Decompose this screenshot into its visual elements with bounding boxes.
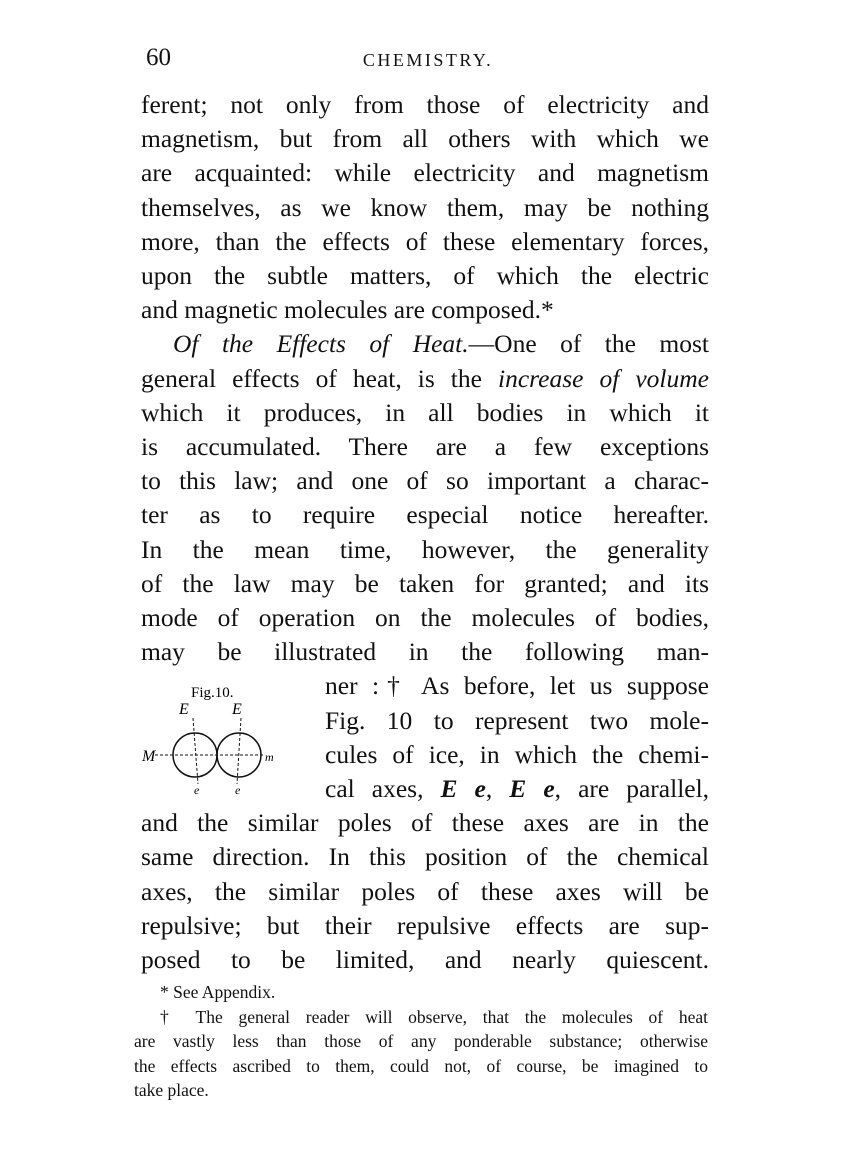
pole-label-E1: E [179, 701, 189, 718]
pole-label-e2: e [235, 783, 241, 797]
text-fragment: cal axes, [325, 774, 441, 804]
figure-caption: Fig.10. [191, 685, 234, 701]
text-line: more, than the effects of these elementary forces, [141, 226, 709, 256]
emphasis-text: increase of volume [498, 363, 709, 393]
text-line: ter as to require especial notice hereafter. [141, 500, 709, 530]
text-line: ner :† As before, let us suppose [325, 671, 709, 701]
text-line: to this law; and one of so important a charac- [141, 466, 709, 496]
running-title: CHEMISTRY. [362, 50, 494, 70]
text-line: are acquainted: while electricity and magnetism [141, 158, 709, 188]
page-number: 60 [146, 44, 171, 71]
axis-label: E e [440, 774, 486, 804]
text-line: which it produces, in all bodies in which it [141, 397, 709, 427]
text-line: upon the subtle matters, of which the electric [141, 261, 709, 291]
text-fragment: —One of the most [468, 329, 709, 359]
footnote-line: † The general reader will observe, that the molecules of heat [160, 1006, 708, 1027]
footnote-line: take place. [134, 1080, 209, 1100]
page-header [146, 44, 710, 78]
pole-label-E2: E [232, 701, 242, 718]
axis-label: E e [509, 774, 555, 804]
footnotes [134, 980, 708, 1103]
text-line: mode of operation on the molecules of bodies, [141, 603, 709, 633]
footnote-line: the effects ascribed to them, could not, of course, be imagined to [134, 1055, 708, 1076]
text-line: repulsive; but their repulsive effects are sup- [141, 910, 709, 940]
label-M: M [142, 748, 156, 765]
label-m: m [265, 750, 274, 764]
text-line: Fig. 10 to represent two mole- [325, 705, 709, 735]
text-line: and magnetic molecules are composed.* [141, 295, 554, 325]
text-line: ferent; not only from those of electricity and [141, 90, 709, 119]
footnote-1: * See Appendix. [160, 982, 276, 1002]
text-line [141, 362, 709, 396]
text-line [325, 772, 709, 806]
molecules-diagram [141, 680, 301, 798]
chemical-axis-left [193, 718, 198, 784]
pole-label-e1: e [194, 783, 200, 797]
text-line: is accumulated. There are a few exceptions [141, 432, 709, 462]
text-line: In the mean time, however, the generality [141, 534, 709, 564]
text-line: may be illustrated in the following man- [141, 637, 709, 667]
text-fragment: , [485, 774, 510, 804]
chemical-axis-right [237, 718, 241, 784]
section-heading-line [141, 327, 709, 361]
section-heading: Of the Effects of Heat. [173, 329, 469, 359]
text-line: cules of ice, in which the chemi- [325, 739, 709, 769]
figure-10 [141, 680, 301, 798]
text-line: themselves, as we know them, may be nothing [141, 192, 709, 222]
text-line: magnetism, but from all others with which we [141, 124, 709, 154]
text-fragment: , are parallel, [554, 774, 710, 804]
body-text [141, 88, 709, 977]
footnote-line: are vastly less than those of any ponderable substance; otherwise [134, 1031, 708, 1051]
text-line: same direction. In this position of the chemical [141, 842, 709, 872]
text-line: posed to be limited, and nearly quiescent. [141, 945, 709, 975]
text-fragment: general effects of heat, is the [141, 363, 498, 393]
text-line: of the law may be taken for granted; and its [141, 568, 709, 598]
text-line: and the similar poles of these axes are in the [141, 808, 709, 838]
text-line: axes, the similar poles of these axes will be [141, 876, 709, 906]
